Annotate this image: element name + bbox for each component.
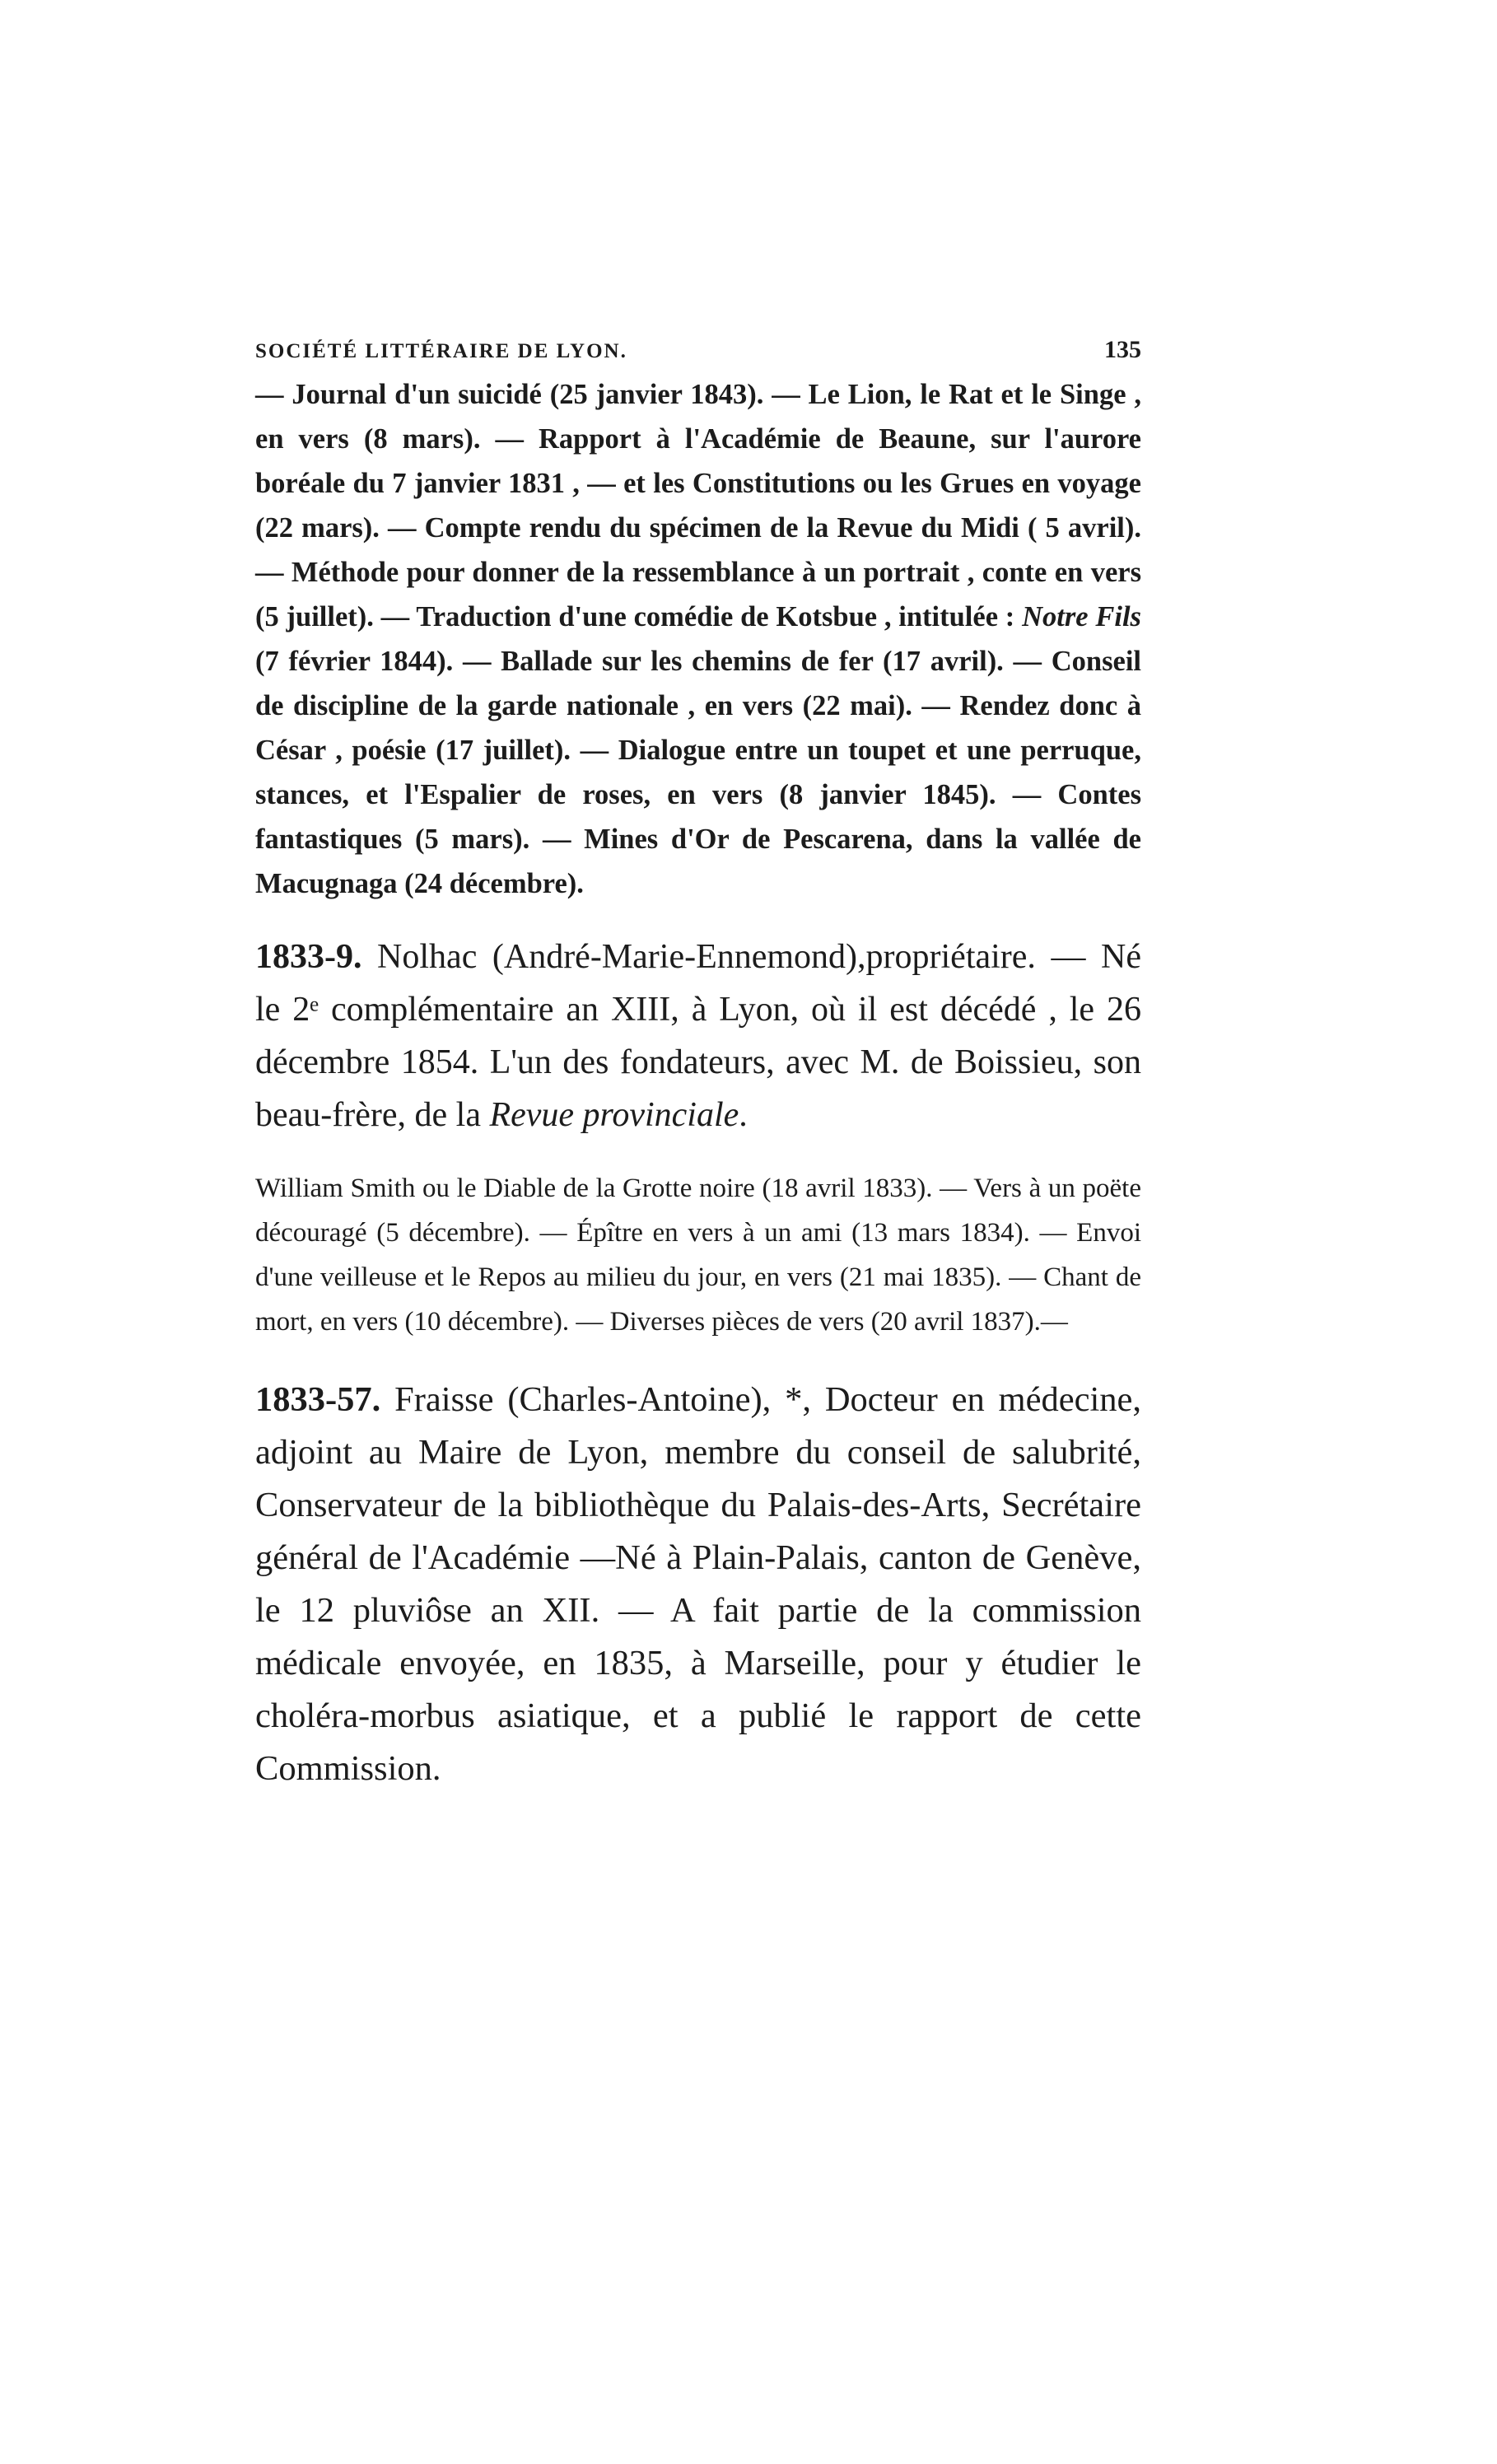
entry-nolhac (255, 931, 1141, 1141)
running-head (255, 336, 1141, 364)
book-page (255, 336, 1141, 1795)
entry-number: 1833-57. (255, 1380, 381, 1419)
paragraph (255, 372, 1141, 906)
works-list-nolhac (255, 1166, 1141, 1344)
paragraph (255, 931, 1141, 1141)
text-run: — Journal d'un suicidé (25 janvier 1843). — Le Lion, le Rat et le Singe , en vers (8 mars). — Rapport à l'Académie de Beaune, sur l'aurore boréale du 7 janvier 1831 , — et les Constitutions ou les Grues en voyage (22 mars). — Compte rendu du spécimen de la Revue du Midi ( 5 avril). — Méthode pour donner de la ressemblance à un portrait , conte en vers (5 juillet). — Traduction d'une comédie de Kotsbue , intitulée : (255, 379, 1141, 632)
italic-title: Revue provinciale (489, 1096, 739, 1134)
running-title: SOCIÉTÉ LITTÉRAIRE DE LYON. (255, 340, 627, 362)
italic-title: Notre Fils (1022, 601, 1141, 632)
entry-number: 1833-9. (255, 938, 362, 976)
text-run: (7 février 1844). — Ballade sur les chemins de fer (17 avril). — Conseil de discipline de la garde nationale , en vers (22 mai). — Rendez donc à César , poésie (17 juillet). — Dialogue entre un toupet et une perruque, stances, et l'Espalier de roses, en vers (8 janvier 1845). — Contes fantastiques (5 mars). — Mines d'Or de Pescarena, dans la vallée de Macugnaga (24 décembre). (255, 646, 1141, 899)
text-run: Fraisse (Charles-Antoine), *, Docteur en médecine, adjoint au Maire de Lyon, membre du conseil de salubrité, Conservateur de la bibliothèque du Palais-des-Arts, Secrétaire général de l'Académie —Né à Plain-Palais, canton de Genève, le 12 pluviôse an XII. — A fait partie de la commission médicale envoyée, en 1835, à Marseille, pour y étudier le choléra-morbus asiatique, et a publié le rapport de cette Commission. (255, 1380, 1141, 1788)
entry-fraisse (255, 1374, 1141, 1795)
paragraph (255, 1374, 1141, 1795)
text-run: . (739, 1096, 748, 1134)
page-number: 135 (1104, 336, 1141, 363)
text-run: Nolhac (André-Marie-Ennemond),propriétaire. — Né le 2ᵉ complémentaire an XIII, à Lyon, où il est décédé , le 26 décembre 1854. L'un des fondateurs, avec M. de Boissieu, son beau-frère, de la (255, 938, 1141, 1134)
paragraph: William Smith ou le Diable de la Grotte noire (18 avril 1833). — Vers à un poëte découragé (5 décembre). — Épître en vers à un ami (13 mars 1834). — Envoi d'une veilleuse et le Repos au milieu du jour, en vers (21 mai 1835). — Chant de mort, en vers (10 décembre). — Diverses pièces de vers (20 avril 1837).— (255, 1174, 1141, 1337)
works-list-continued (255, 372, 1141, 906)
